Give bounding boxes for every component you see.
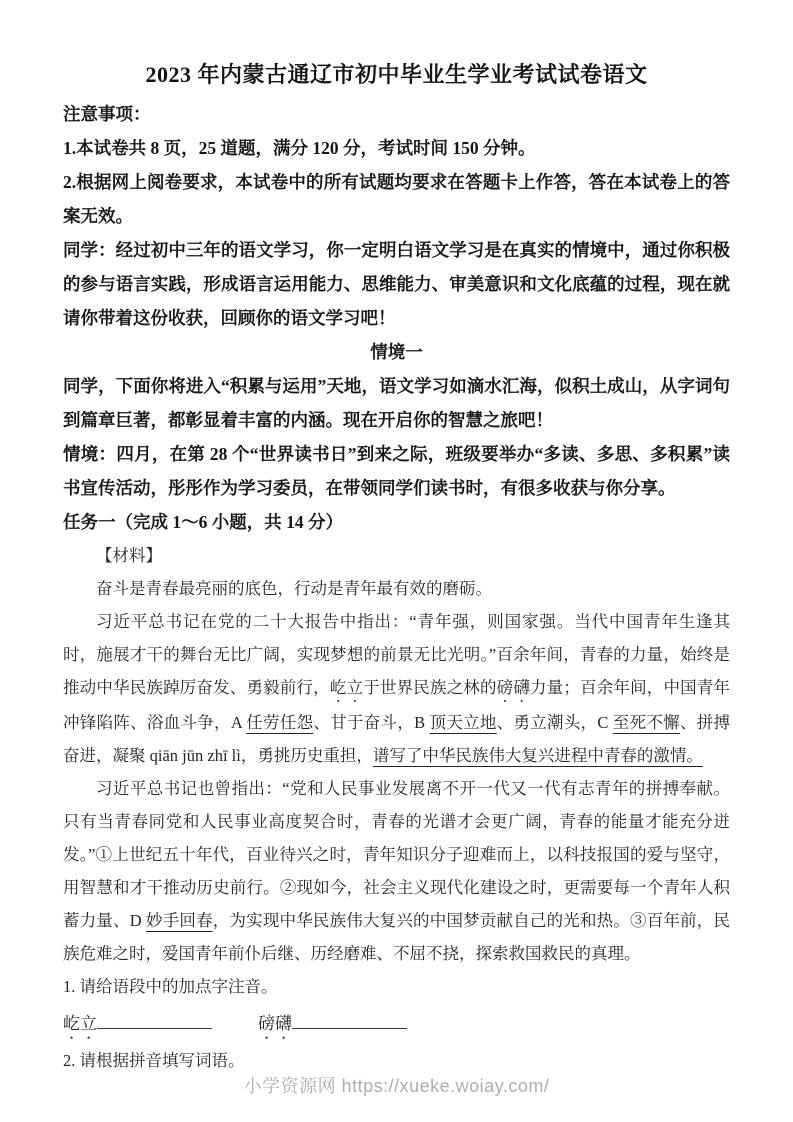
question-1-answer-line	[63, 1004, 730, 1044]
answer-blank-2	[292, 1010, 407, 1029]
underlined-text: 任劳任怨	[246, 713, 314, 732]
notice-item-2: 2.根据网上阅卷要求，本试卷中的所有试题均要求在答题卡上作答，答在本试卷上的答案无效。	[63, 172, 730, 226]
material-paragraph	[63, 605, 730, 772]
plain-text: 、拼搏奋进，凝聚 qiān jūn zhī lì，勇挑历史重担，	[63, 713, 731, 765]
underlined-text: 至死不懈	[612, 713, 680, 732]
plain-text: ，为实现中华民族伟大复兴的中国梦贡献自己的光和热。③百年前，民族危难之时，爱国青年前仆后继、历经磨难、不屈不挠，探索救国救民的真理。	[63, 911, 730, 963]
dotted-word-pangbo: 磅礴	[258, 1014, 292, 1033]
scene-intro-paragraph: 同学，下面你将进入“积累与运用”天地，语文学习如滴水汇海，似积土成山，从字词句到篇章巨著，都彰显着丰富的内涵。现在开启你的智慧之旅吧！	[63, 376, 730, 430]
greeting-paragraph: 同学：经过初中三年的语文学习，你一定明白语文学习是在真实的情境中，通过你积极的参与语言实践，形成语言运用能力、思维能力、审美意识和文化底蕴的过程，现在就请你带着这份收获，回顾你的语文学习吧！	[63, 240, 730, 328]
underlined-text: 谱写了中华民族伟大复兴进程中青春的激情。	[372, 746, 703, 765]
plain-text: 于世界民族之林的	[363, 678, 497, 697]
scene-heading: 情境一	[370, 342, 423, 362]
material-paragraph	[63, 772, 730, 970]
underlined-text: 顶天立地	[429, 713, 497, 732]
dotted-word-yili: 屹立	[63, 1014, 97, 1033]
plain-text: 、勇立潮头，C	[496, 713, 613, 732]
dotted-text: 磅礴	[496, 678, 531, 697]
material-paragraph	[63, 572, 730, 605]
question-2-text: 2. 请根据拼音填写词语。	[63, 1051, 245, 1070]
material-label: 【材料】	[96, 546, 162, 565]
answer-blank-1	[97, 1010, 212, 1029]
plain-text: 力量；百余年间，中国青年冲锋陷阵、浴血斗争，A	[63, 678, 731, 732]
question-1-text: 1. 请给语段中的加点字注音。	[63, 977, 278, 996]
task-heading: 任务一（完成 1～6 小题，共 14 分）	[63, 512, 343, 532]
underlined-text: 妙手回春	[146, 911, 213, 930]
notice-item-1: 1.本试卷共 8 页，25 道题，满分 120 分，考试时间 150 分钟。	[63, 138, 536, 158]
plain-text: 、甘于奋斗，B	[313, 713, 430, 732]
plain-text: 习近平总书记在党的二十大报告中指出：“青年强，则国家强。当代中国青年生逢其时，施展才干的舞台无比广阔，实现梦想的前景无比光明。”百余年间，青春的力量，始终是推动中华民族踔厉奋发、勇毅前行，	[63, 612, 730, 697]
page-title: 2023 年内蒙古通辽市初中毕业生学业考试试卷语文	[145, 62, 648, 87]
plain-text: 奋斗是青春最亮丽的底色，行动是青年最有效的磨砺。	[96, 579, 492, 598]
material-section	[63, 539, 730, 970]
scenario-paragraph: 情境：四月，在第 28 个“世界读书日”到来之际，班级要举办“多读、多思、多积累”读书宣传活动，彤彤作为学习委员，在带领同学们读书时，有很多收获与你分享。	[63, 444, 730, 498]
plain-text: 习近平总书记也曾指出：“党和人民事业发展离不开一代又一代有志青年的拼搏奉献。只有当青春同党和人民事业高度契合时，青春的光谱才会更广阔，青春的能量才能充分迸发。”①上世纪五十年代，百业待兴之时，青年知识分子迎难而上，以科技报国的爱与坚守，用智慧和才干推动历史前行。②现如今，社会主义现代化建设之时，更需要每一个青年人积蓄力量、D	[63, 779, 730, 930]
site-watermark: 小学资源网 https://xueke.woiay.com/	[243, 1076, 550, 1096]
dotted-text: 屹立	[329, 678, 364, 697]
questions-section	[63, 970, 730, 1078]
notice-heading: 注意事项：	[63, 104, 151, 124]
material-body	[63, 572, 730, 970]
